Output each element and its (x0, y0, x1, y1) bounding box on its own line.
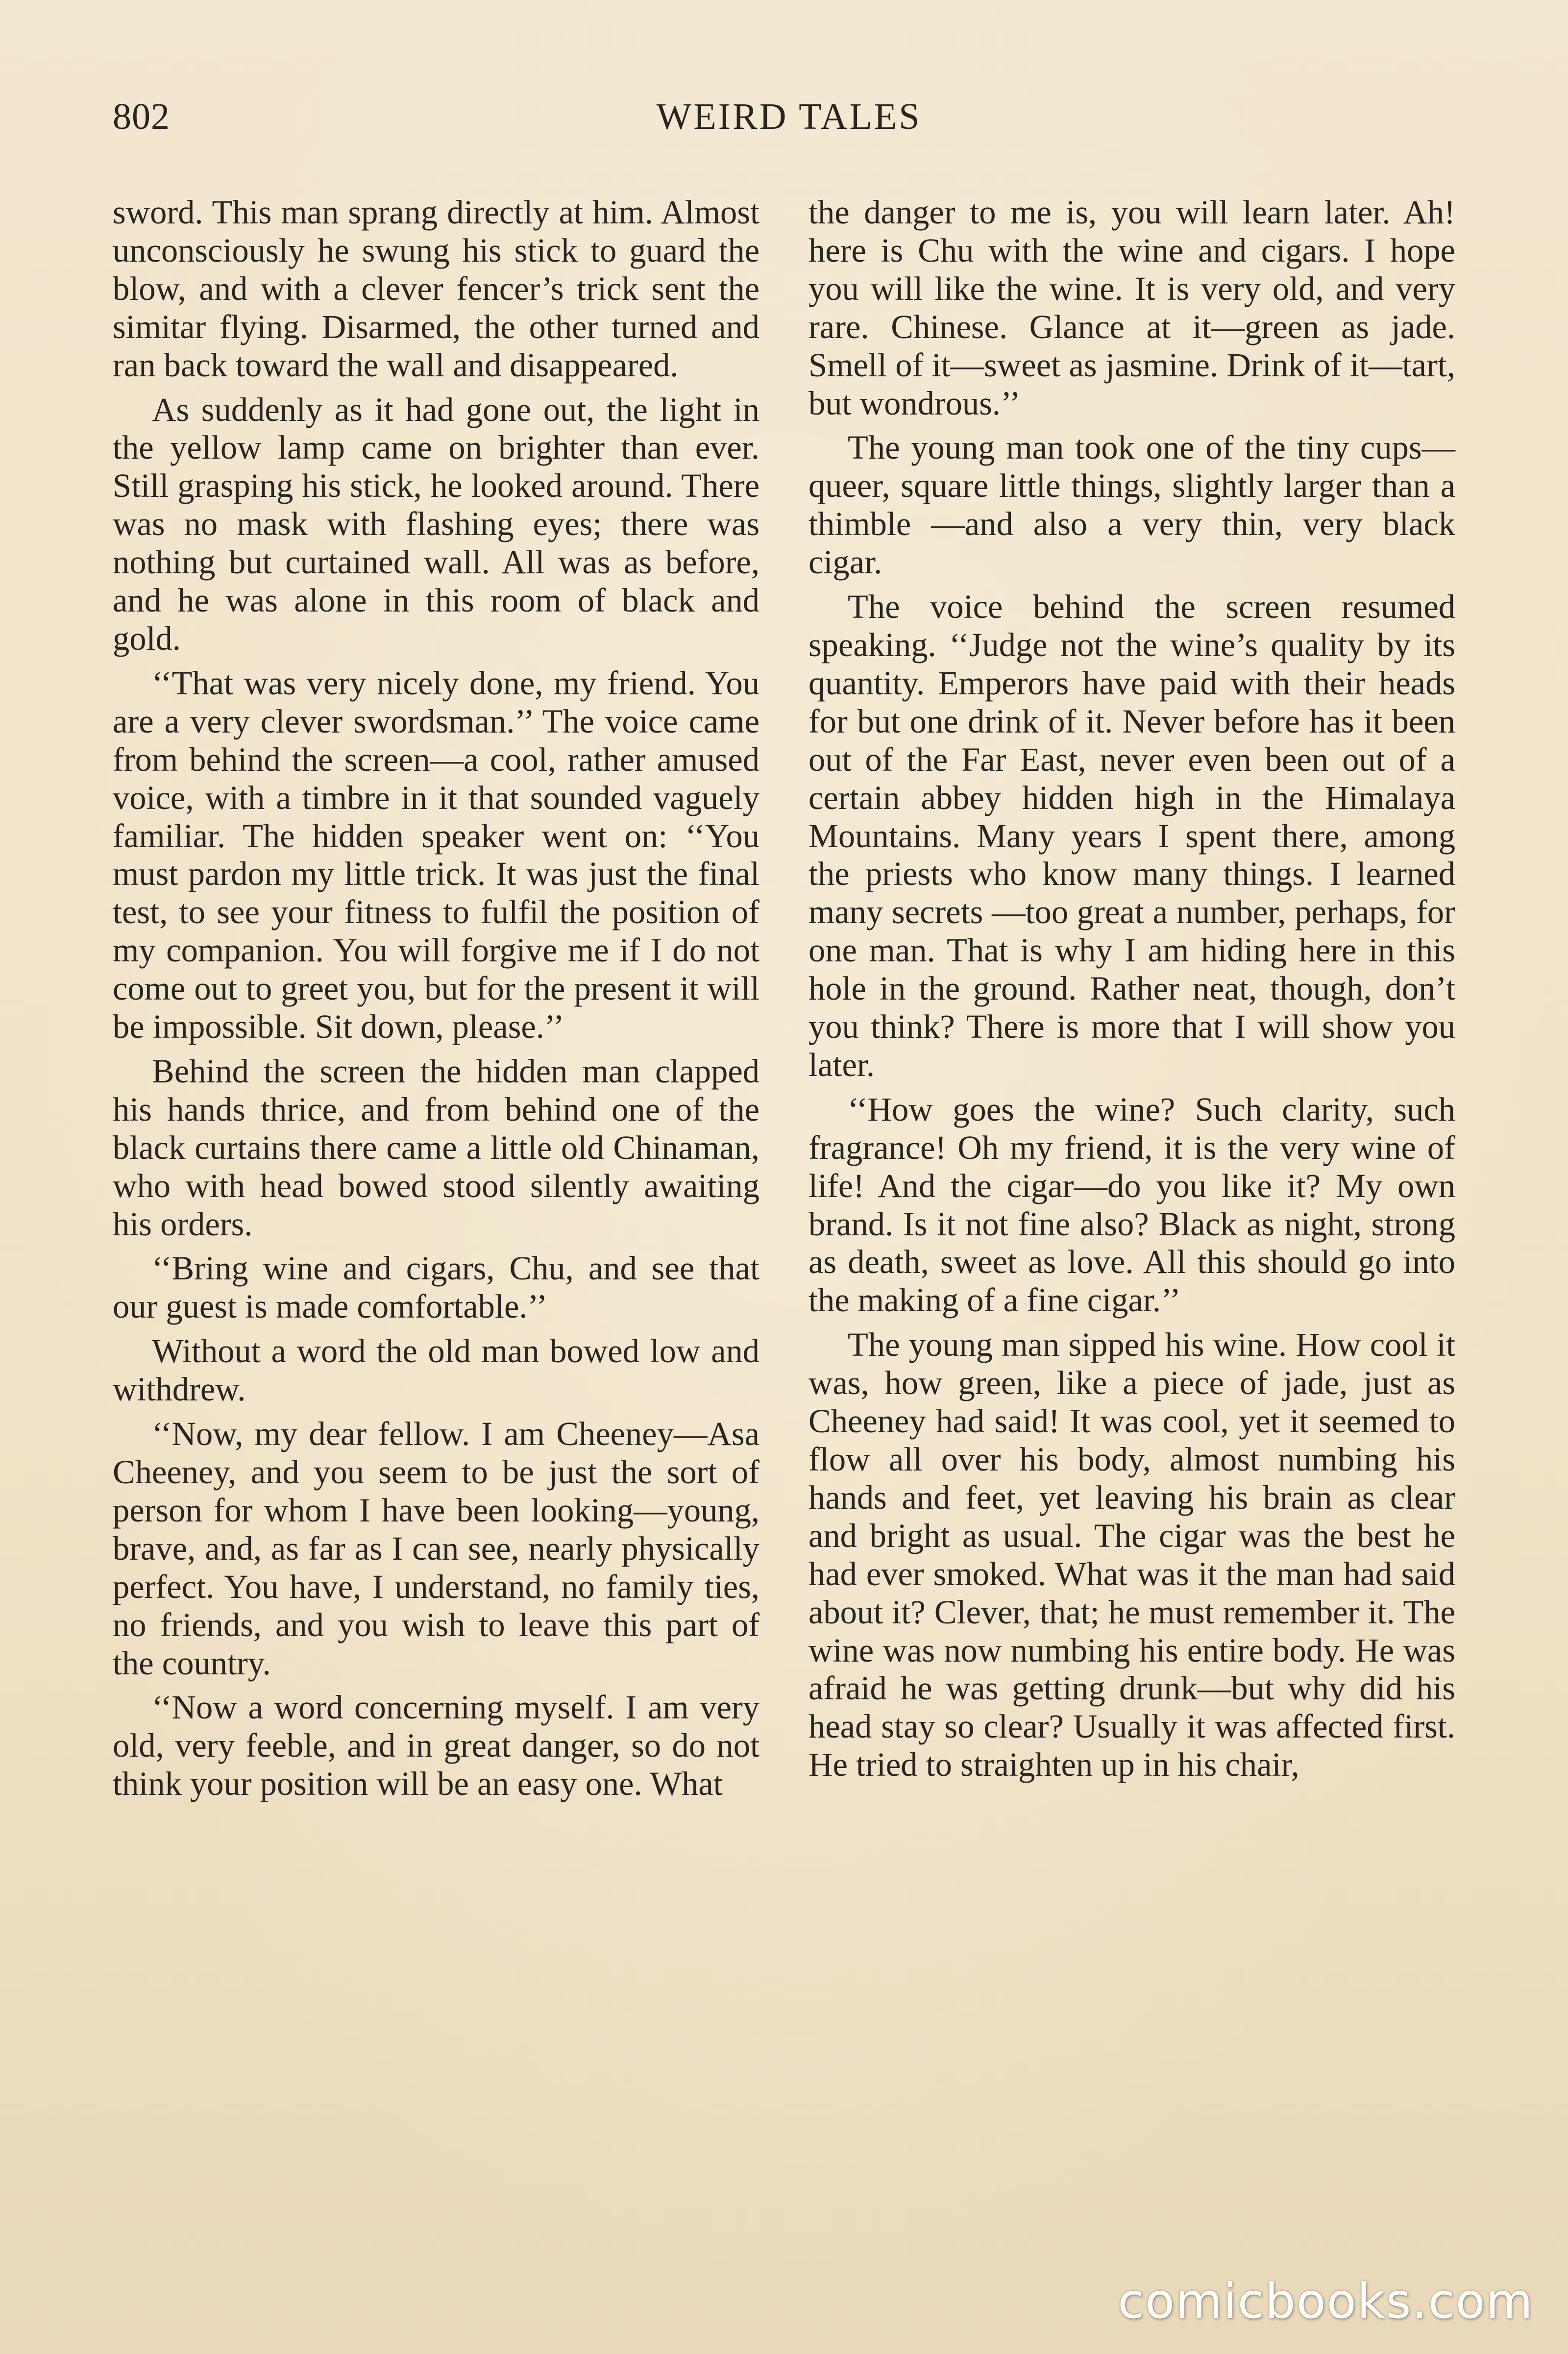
paragraph: Without a word the old man bowed low and withdrew. (113, 1332, 760, 1408)
paragraph: Behind the screen the hidden man clapped his hands thrice, and from behind one of the black curtains there came a little old Chinaman, who with head bowed stood silently awaiting his orders. (113, 1052, 760, 1243)
page-header (113, 96, 1465, 154)
running-title: WEIRD TALES (656, 96, 922, 137)
left-column (113, 194, 760, 1810)
paragraph: The young man sipped his wine. How cool it was, how green, like a piece of jade, just as Cheeney had said! It was cool, yet it seemed to flow all over his body, almost numbing his hands and feet, yet leaving his brain as clear and bright as usual. The cigar was the best he had ever smoked. What was it the man had said about it? Clever, that; he must remember it. The wine was now numbing his entire body. He was afraid he was getting drunk—but why did his head stay so clear? Usually it was affected first. He tried to straighten up in his chair, (808, 1326, 1455, 1784)
right-column (808, 194, 1455, 1790)
paragraph: ‘‘How goes the wine? Such clarity, such fragrance! Oh my friend, it is the very wine of life! And the cigar—do you like it? My own brand. Is it not fine also? Black as night, strong as death, sweet as love. All this should go into the making of a fine cigar.’’ (808, 1090, 1455, 1319)
watermark-text: comicbooks.com (1118, 2274, 1534, 2329)
paragraph: ‘‘Now, my dear fellow. I am Cheeney—Asa Cheeney, and you seem to be just the sort of person for whom I have been looking—young, brave, and, as far as I can see, nearly physically perfect. You have, I understand, no family ties, no friends, and you wish to leave this part of the country. (113, 1415, 760, 1682)
paragraph: sword. This man sprang directly at him. Almost unconsciously he swung his stick to guard the blow, and with a clever fencer’s trick sent the simitar flying. Disarmed, the other turned and ran back toward the wall and disappeared. (113, 194, 760, 384)
paragraph: the danger to me is, you will learn later. Ah! here is Chu with the wine and cigars. I hope you will like the wine. It is very old, and very rare. Chinese. Glance at it—green as jade. Smell of it—sweet as jasmine. Drink of it—tart, but wondrous.’’ (808, 194, 1455, 422)
paragraph: The young man took one of the tiny cups—queer, square little things, slightly larger than a thimble —and also a very thin, very black cigar. (808, 429, 1455, 581)
paragraph: As suddenly as it had gone out, the light in the yellow lamp came on brighter than ever. Still grasping his stick, he looked around. There was no mask with flashing eyes; there was nothing but curtained wall. All was as before, and he was alone in this room of black and gold. (113, 391, 760, 657)
page-number: 802 (113, 96, 170, 137)
paragraph: The voice behind the screen resumed speaking. ‘‘Judge not the wine’s quality by its quantity. Emperors have paid with their heads for but one drink of it. Never before has it been out of the Far East, never even been out of a certain abbey hidden high in the Himalaya Mountains. Many years I spent there, among the priests who know many things. I learned many secrets —too great a number, perhaps, for one man. That is why I am hiding here in this hole in the ground. Rather neat, though, don’t you think? There is more that I will show you later. (808, 588, 1455, 1083)
paragraph: ‘‘Now a word concerning myself. I am very old, very feeble, and in great danger, so do not think your position will be an easy one. What (113, 1689, 760, 1803)
paragraph: ‘‘That was very nicely done, my friend. You are a very clever swordsman.’’ The voice came from behind the screen—a cool, rather amused voice, with a timbre in it that sounded vaguely familiar. The hidden speaker went on: ‘‘You must pardon my little trick. It was just the final test, to see your fitness to fulfil the position of my companion. You will forgive me if I do not come out to greet you, but for the present it will be impossible. Sit down, please.’’ (113, 664, 760, 1046)
paragraph: ‘‘Bring wine and cigars, Chu, and see that our guest is made comfortable.’’ (113, 1250, 760, 1325)
